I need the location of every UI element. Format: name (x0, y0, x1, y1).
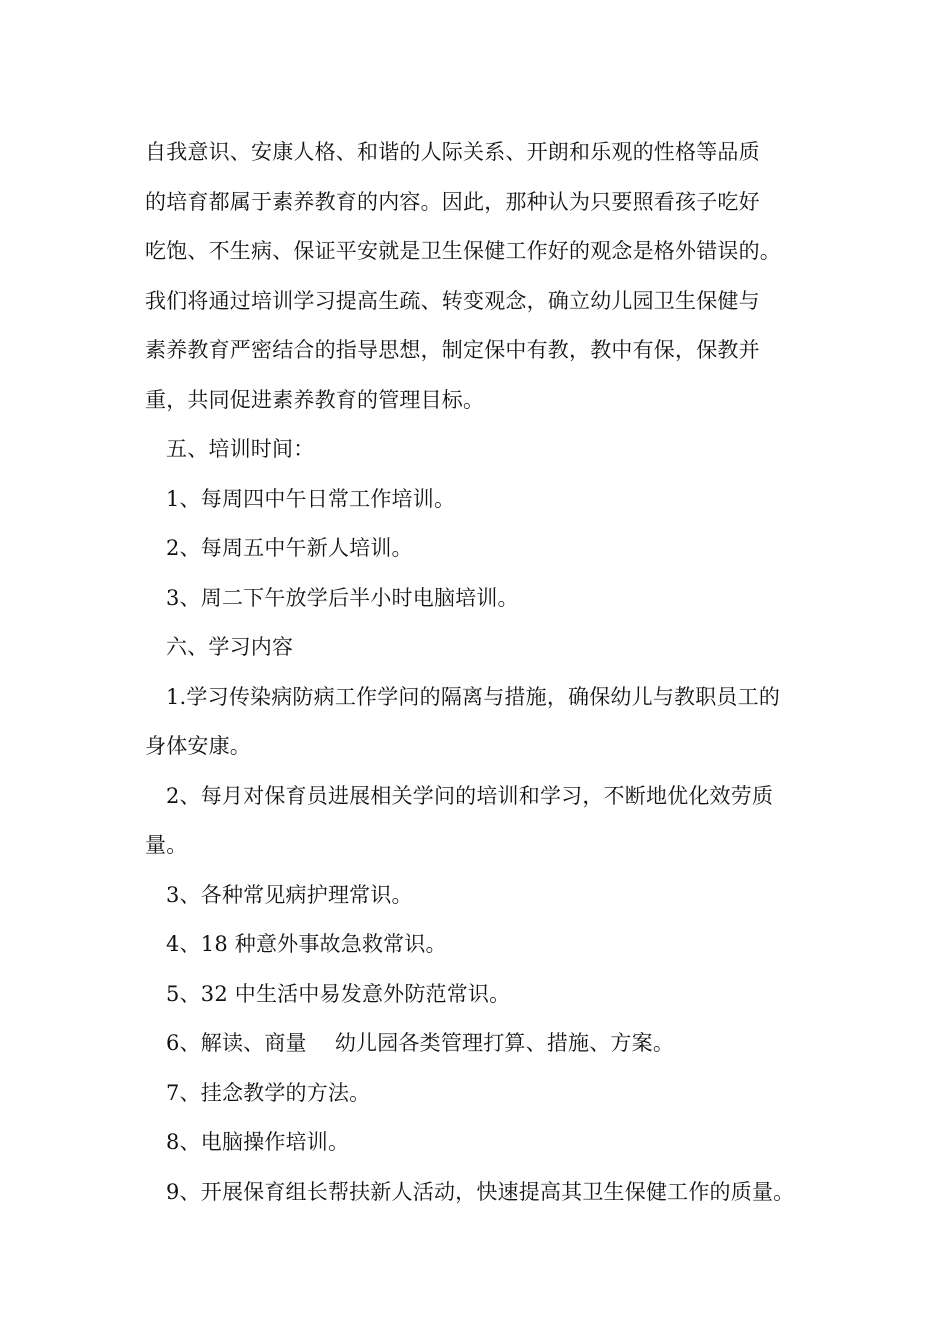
list-item: 3、各种常见病护理常识。 (166, 882, 413, 907)
paragraph-line: 素养教育严密结合的指导思想，制定保中有教，教中有保，保教并 (145, 338, 760, 362)
list-item: 1.学习传染病防病工作学问的隔离与措施，确保幼儿与教职员工的 (166, 684, 781, 709)
paragraph-line: 重，共同促进素养教育的管理目标。 (145, 387, 485, 412)
list-item: 8、电脑操作培训。 (166, 1130, 350, 1154)
list-item-continuation: 身体安康。 (145, 734, 251, 758)
section-heading-study-content: 六、学习内容 (166, 635, 294, 659)
list-item: 9、开展保育组长帮扶新人活动，快速提高其卫生保健工作的质量。 (166, 1179, 795, 1204)
paragraph-line: 吃饱、不生病、保证平安就是卫生保健工作好的观念是格外错误的。 (145, 239, 781, 263)
paragraph-line: 的培育都属于素养教育的内容。因此，那种认为只要照看孩子吃好 (145, 189, 760, 214)
list-item: 6、解读、商量 幼儿园各类管理打算、措施、方案。 (166, 1031, 675, 1055)
list-item: 1、每周四中午日常工作培训。 (166, 486, 456, 511)
document-body (145, 128, 825, 1217)
list-item: 4、18 种意外事故急救常识。 (166, 932, 447, 956)
paragraph-line: 我们将通过培训学习提高生疏、转变观念，确立幼儿园卫生保健与 (145, 288, 760, 313)
list-item: 2、每月对保育员进展相关学问的培训和学习，不断地优化效劳质 (166, 783, 774, 808)
list-item-continuation: 量。 (145, 833, 188, 857)
list-item: 7、挂念教学的方法。 (166, 1080, 371, 1105)
list-item: 5、32 中生活中易发意外防范常识。 (166, 981, 511, 1006)
section-heading-training-time: 五、培训时间： (166, 437, 315, 461)
paragraph-line: 自我意识、安康人格、和谐的人际关系、开朗和乐观的性格等品质 (145, 140, 760, 164)
list-item: 2、每周五中午新人培训。 (166, 536, 413, 560)
list-item: 3、周二下午放学后半小时电脑培训。 (166, 585, 519, 610)
